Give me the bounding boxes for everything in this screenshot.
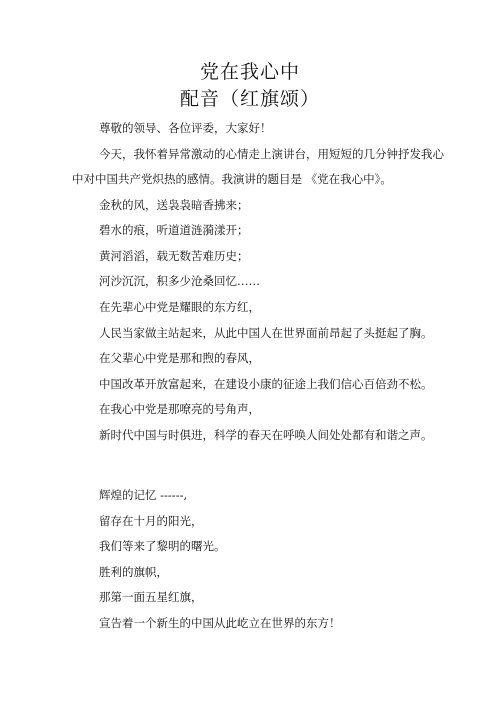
poem-line: 在先辈心中党是耀眼的东方红， bbox=[99, 300, 260, 314]
poem-line: 在父辈心中党是那和煦的春风， bbox=[99, 351, 260, 365]
poem-line: 人民当家做主站起来，从此中国人在世界面前昂起了头挺起了胸。 bbox=[99, 326, 433, 340]
poem-line: 那第一面五星红旗， bbox=[99, 590, 203, 604]
poem-line: 新时代中国与时俱进，科学的春天在呼唤人间处处都有和谐之声。 bbox=[99, 428, 433, 442]
poem-line: 宣告着一个新生的中国从此屹立在世界的东方！ bbox=[99, 616, 341, 630]
poem-line: 胜利的旗帜， bbox=[99, 565, 168, 579]
document-title: 党在我心中 bbox=[199, 61, 300, 83]
poem-line: 辉煌的记忆 ------, bbox=[99, 488, 188, 502]
document-subtitle: 配音（红旗颂） bbox=[179, 88, 320, 110]
poem-line: 在我心中党是那嘹亮的号角声， bbox=[99, 402, 260, 416]
poem-line: 中国改革开放富起来，在建设小康的征途上我们信心百倍劲不松。 bbox=[99, 377, 433, 391]
poem-line: 河沙沉沉，积多少沧桑回忆…… bbox=[99, 274, 260, 288]
poem-line: 黄河滔滔，载无数苦难历史； bbox=[99, 249, 249, 263]
poem-line: 我们等来了黎明的曙光。 bbox=[99, 539, 226, 553]
intro-line-2: 中对中国共产党炽热的感情。我演讲的题目是 《党在我心中》。 bbox=[72, 172, 392, 186]
poem-line: 碧水的痕，听道道涟漪漾开； bbox=[99, 223, 249, 237]
intro-line-1: 今天，我怀着异常激动的心情走上演讲台，用短短的几分钟抒发我心 bbox=[99, 147, 444, 161]
poem-line: 留存在十月的阳光， bbox=[99, 514, 203, 528]
poem-line: 金秋的风，送袅袅暗香拂来； bbox=[99, 198, 249, 212]
greeting-line: 尊敬的领导、各位评委，大家好！ bbox=[99, 121, 272, 135]
